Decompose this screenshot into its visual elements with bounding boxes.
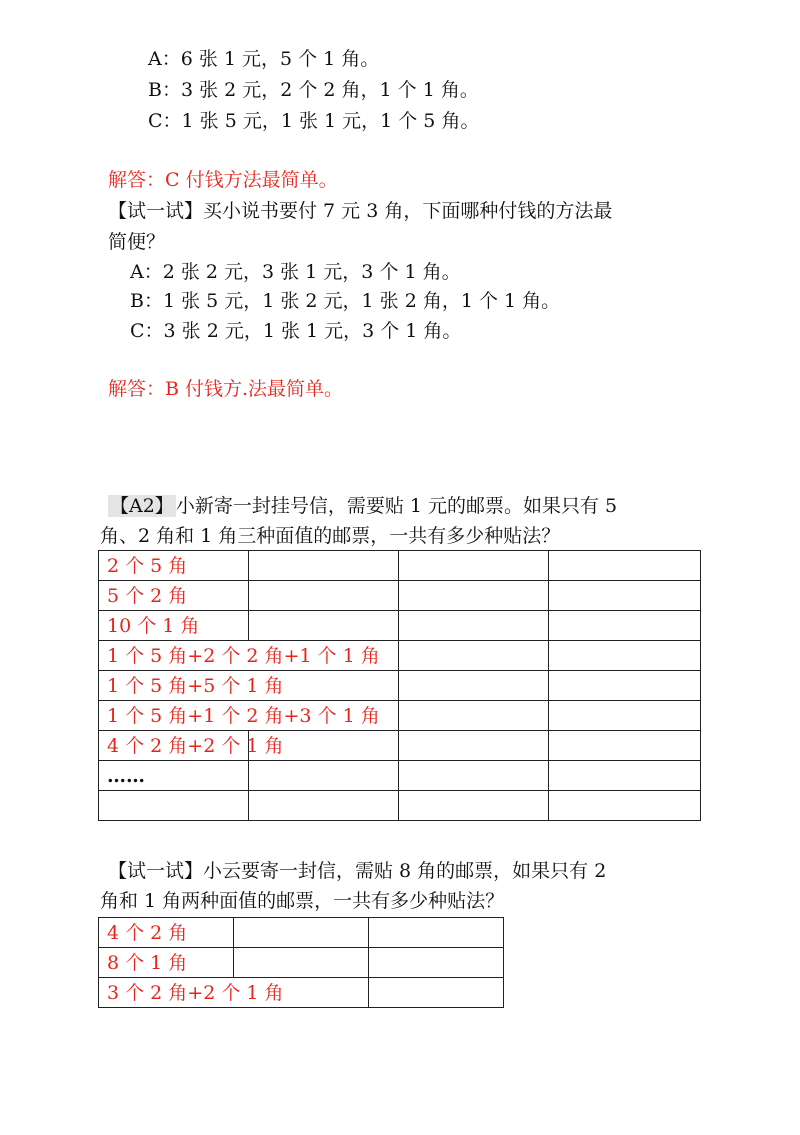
table-cell — [249, 791, 399, 821]
table-row — [99, 581, 701, 611]
try1-prefix: 【试一试】 — [108, 200, 204, 222]
table-row — [99, 761, 701, 791]
table-cell: 10 个 1 角 — [99, 611, 249, 641]
table-cell — [234, 918, 369, 948]
a2-question — [108, 493, 617, 519]
table-cell — [399, 551, 549, 581]
table-cell — [399, 611, 549, 641]
try1-answer: 解答：B 付钱方.法最简单。 — [108, 378, 344, 400]
table-row — [99, 791, 701, 821]
table-cell — [399, 791, 549, 821]
try2-question — [108, 858, 606, 884]
table-cell — [399, 761, 549, 791]
table-cell — [549, 641, 701, 671]
table-cell: 1 个 5 角+5 个 1 角 — [99, 671, 399, 701]
table-cell: 3 个 2 角+2 个 1 角 — [99, 978, 369, 1008]
table-cell: 1 个 5 角+2 个 2 角+1 个 1 角 — [99, 641, 399, 671]
table-cell — [234, 948, 369, 978]
table-cell — [549, 701, 701, 731]
try1-option-c: C：3 张 2 元，1 张 1 元，3 个 1 角。 — [130, 320, 462, 342]
a2-tag: 【A2】 — [110, 495, 174, 517]
table-cell — [369, 948, 504, 978]
table-cell — [399, 641, 549, 671]
table-cell: 5 个 2 角 — [99, 581, 249, 611]
table-cell — [369, 978, 504, 1008]
table-row — [99, 948, 504, 978]
try1-question-line2: 简便？ — [108, 231, 166, 253]
table-cell: …… — [99, 761, 249, 791]
table-cell — [549, 791, 701, 821]
table-cell: 8 个 1 角 — [99, 948, 234, 978]
table-row — [99, 918, 504, 948]
table-cell — [99, 791, 249, 821]
table-cell: 4 个 2 角 — [99, 918, 234, 948]
try2-table — [98, 917, 504, 1008]
a2-question-line2: 角、2 角和 1 角三种面值的邮票，一共有多少种贴法？ — [100, 525, 561, 547]
try1-question-line1: 买小说书要付 7 元 3 角，下面哪种付钱的方法最 — [203, 200, 613, 222]
try2-prefix: 【试一试】 — [108, 860, 204, 882]
try2-question-line2: 角和 1 角两种面值的邮票，一共有多少种贴法？ — [100, 890, 505, 912]
table-cell — [399, 581, 549, 611]
try1-option-a: A：2 张 2 元，3 张 1 元，3 个 1 角。 — [130, 261, 461, 283]
try2-question-line1: 小云要寄一封信，需贴 8 角的邮票，如果只有 2 — [203, 860, 607, 882]
table-row — [99, 978, 504, 1008]
q1-answer: 解答：C 付钱方法最简单。 — [108, 169, 338, 191]
table-cell: 4 个 2 角+2 个 1 角 — [99, 731, 249, 761]
table-cell — [549, 671, 701, 701]
table-cell — [549, 761, 701, 791]
q1-option-a: A：6 张 1 元，5 个 1 角。 — [148, 48, 380, 70]
table-cell — [249, 551, 399, 581]
table-cell — [399, 671, 549, 701]
q1-option-c: C：1 张 5 元，1 张 1 元，1 个 5 角。 — [148, 110, 480, 132]
a2-table — [98, 550, 701, 821]
table-cell — [399, 731, 549, 761]
table-cell — [369, 918, 504, 948]
table-row — [99, 551, 701, 581]
table-row — [99, 671, 701, 701]
table-row — [99, 731, 701, 761]
table-cell: 2 个 5 角 — [99, 551, 249, 581]
table-cell — [549, 551, 701, 581]
table-row — [99, 701, 701, 731]
try1-option-b: B：1 张 5 元，1 张 2 元，1 张 2 角，1 个 1 角。 — [130, 290, 561, 312]
a2-question-line1: 小新寄一封挂号信，需要贴 1 元的邮票。如果只有 5 — [175, 495, 618, 517]
table-cell — [249, 761, 399, 791]
table-cell — [549, 581, 701, 611]
table-cell — [549, 731, 701, 761]
table-row — [99, 611, 701, 641]
table-cell — [249, 611, 399, 641]
q1-option-b: B：3 张 2 元，2 个 2 角，1 个 1 角。 — [148, 79, 479, 101]
table-cell — [399, 701, 549, 731]
table-cell: 1 个 5 角+1 个 2 角+3 个 1 角 — [99, 701, 399, 731]
table-cell — [549, 611, 701, 641]
table-cell — [249, 581, 399, 611]
try1-question — [108, 198, 612, 224]
table-row — [99, 641, 701, 671]
